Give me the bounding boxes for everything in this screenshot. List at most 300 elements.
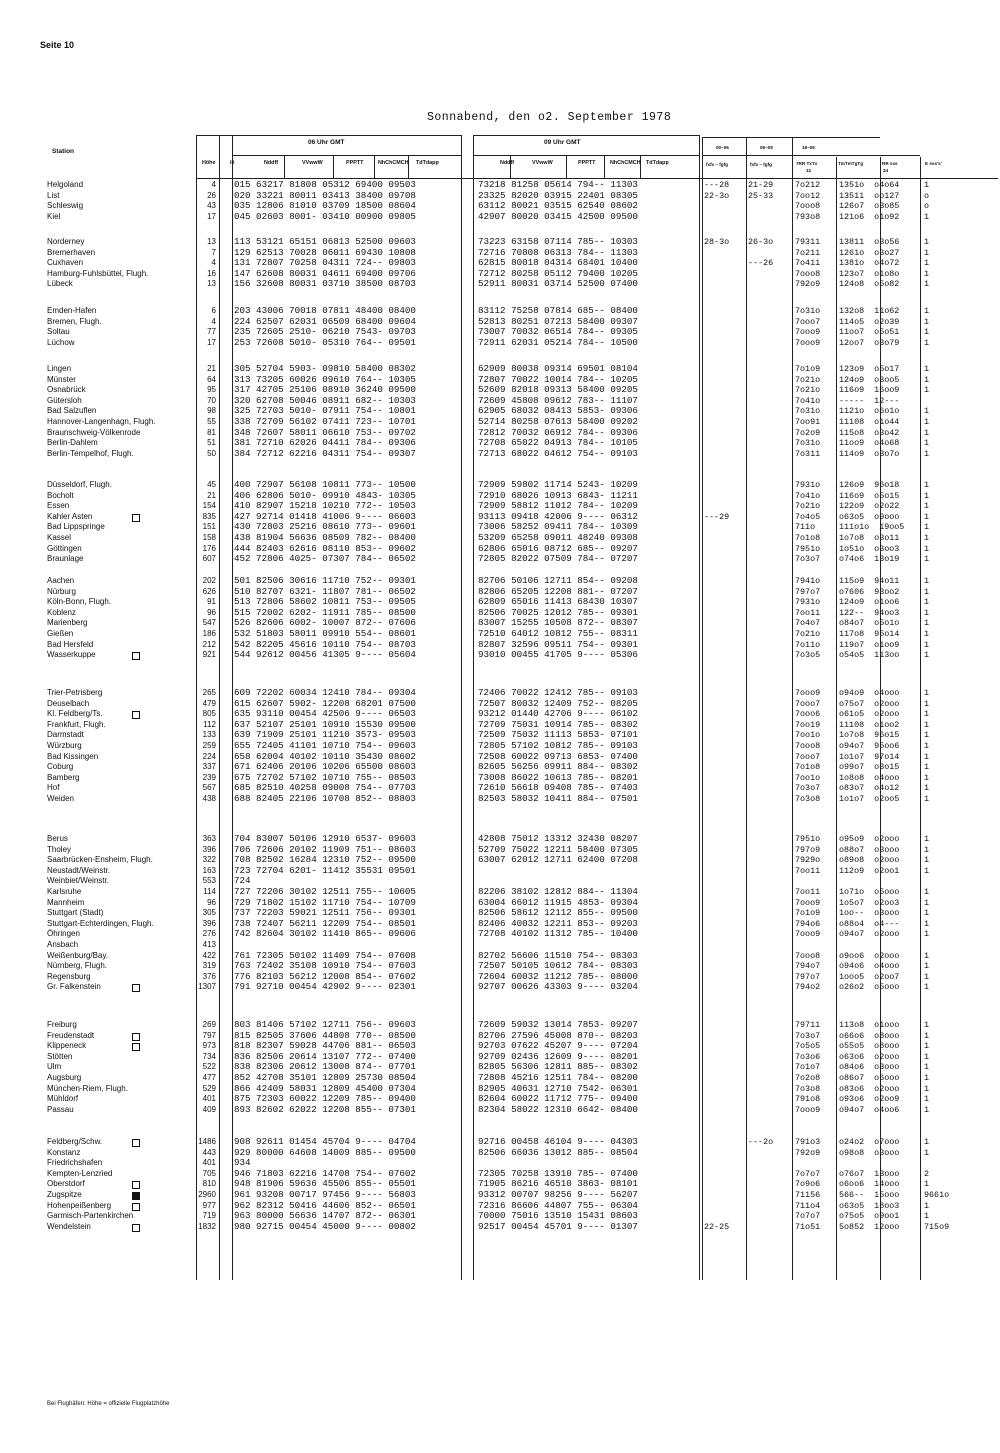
station-height: 151	[202, 522, 216, 532]
station-name: Kahler Asten	[47, 511, 93, 521]
temp-minmax: 11oo9 o4o68	[839, 438, 900, 449]
station-height: 835	[202, 511, 216, 521]
station-name: Koblenz	[47, 607, 76, 617]
rain-tx: 7o311	[795, 448, 821, 459]
rr-sss-header: RR sss	[882, 161, 898, 166]
gmt06-header: 06 Uhr GMT	[308, 139, 345, 146]
rain-tx: 7oo19	[795, 719, 821, 730]
station-height: 55	[207, 416, 216, 426]
ground-state: 1	[924, 709, 930, 720]
table-row	[0, 741, 1000, 752]
gust-0609: 25-33	[748, 190, 774, 201]
obs-06-gmt: 738 72407 56211 12209 754-- 08501	[234, 917, 416, 929]
grid-line	[510, 155, 511, 178]
rr-24-note: 24	[883, 168, 889, 173]
ground-state: 1	[924, 554, 930, 565]
station-height: 322	[202, 855, 216, 865]
obs-09-gmt: 62806 65016 08712 685-- 09207	[478, 542, 638, 554]
obs-09-gmt: 72509 75032 11113 5853- 07101	[478, 729, 638, 741]
obs-06-gmt: 815 82505 37606 44808 770-- 08500	[234, 1029, 416, 1041]
station-name: Freiburg	[47, 1020, 77, 1029]
obs-09-gmt: 52609 82018 09313 58400 09205	[478, 384, 638, 396]
obs-06-gmt: 836 82506 20614 13107 772-- 07400	[234, 1050, 416, 1062]
rain-tx: 7o1o9	[795, 364, 821, 374]
obs-09-gmt: 82406 40032 12211 853-- 09203	[478, 917, 638, 929]
ground-state: 1	[924, 886, 930, 897]
station-height: 529	[202, 1083, 216, 1093]
obs-06-gmt: 637 52107 25101 10910 15530 09500	[234, 718, 416, 730]
vvwww2-header: VVwwW	[532, 160, 553, 166]
table-row	[0, 279, 1000, 290]
station-height: 91	[207, 597, 216, 607]
rain-tx: 79311	[795, 237, 821, 247]
tdtdapp-header: TdTdapp	[416, 160, 439, 166]
station-name: Nürnberg, Flugh.	[47, 961, 108, 971]
station-name: Feldberg/Schw.	[47, 1137, 103, 1146]
station-height: 443	[202, 1147, 216, 1157]
grid-line	[284, 155, 285, 178]
station-height: 376	[202, 971, 216, 981]
ground-state: 1	[924, 929, 930, 940]
obs-09-gmt: 72716 70808 06313 784-- 11303	[478, 246, 638, 258]
temp-minmax: o63o5 o9ooo	[839, 511, 900, 522]
station-height: 734	[202, 1051, 216, 1061]
period-0609-header: 06–09	[760, 145, 773, 150]
ground-state: 1	[924, 834, 930, 844]
rain-tx: 7o3o8	[795, 1083, 821, 1094]
rain-tx: 7ooo9	[795, 1104, 821, 1115]
gust-0609: ---26	[748, 258, 774, 269]
obs-06-gmt: 688 82405 22106 10708 852-- 08803	[234, 792, 416, 804]
temp-minmax: o75o5 o9oo1	[839, 1211, 900, 1222]
tm-header: TmTmTgTg	[838, 161, 864, 166]
station-marker-icon	[132, 1192, 140, 1200]
ground-state: 1	[924, 1041, 930, 1052]
table-row	[0, 364, 1000, 375]
rain-tx: 7o21o	[795, 628, 821, 639]
ground-state: 1	[924, 772, 930, 783]
rain-tx: 79711	[795, 1020, 821, 1030]
ground-state: 1	[924, 180, 930, 190]
ground-state: o	[924, 190, 930, 201]
station-name: Braunlage	[47, 554, 84, 564]
obs-06-gmt: 948 81906 59636 45506 855-- 05501	[234, 1178, 416, 1190]
obs-06-gmt: 203 43006 70018 07811 48400 08400	[234, 305, 416, 316]
station-height: 2960	[198, 1189, 216, 1199]
obs-09-gmt: 72507 50105 10612 784-- 08303	[478, 960, 638, 972]
ground-state: 1	[924, 844, 930, 855]
station-name: Saarbrücken-Ensheim, Flugh.	[47, 855, 153, 865]
obs-09-gmt: 82706 27596 45008 870-- 08203	[478, 1029, 638, 1041]
station-height: 239	[202, 772, 216, 782]
station-height: 96	[207, 607, 216, 617]
station-height: 4	[211, 316, 216, 326]
table-row	[0, 794, 1000, 805]
station-height: 4	[211, 180, 216, 189]
station-height: 921	[202, 650, 216, 660]
rain-tx: 7941o	[795, 576, 821, 586]
obs-06-gmt: 723 72704 6201- 11412 35531 09501	[234, 864, 416, 876]
station-name: Nürburg	[47, 586, 76, 596]
temp-minmax: o61o5 o2ooo	[839, 709, 900, 720]
obs-06-gmt: 737 72203 59021 12511 756-- 09301	[234, 907, 416, 919]
ground-state: 1	[924, 751, 930, 762]
station-height: 567	[202, 783, 216, 793]
obs-06-gmt: 544 92612 00456 41305 9---- 05604	[234, 649, 416, 661]
station-height: 479	[202, 698, 216, 708]
obs-09-gmt: 72713 68022 04612 754-- 09103	[478, 447, 638, 459]
rain-tx: 7o1o8	[795, 532, 821, 543]
station-name: Kl. Feldberg/Ts.	[47, 709, 103, 719]
rain-tx: 711o	[795, 522, 816, 533]
station-name: Konstanz	[47, 1147, 81, 1157]
obs-09-gmt: 62815 80018 04314 68401 10400	[478, 257, 638, 269]
station-name: Weißenburg/Bay.	[47, 950, 109, 960]
rain-tx: 7o3o8	[795, 793, 821, 804]
obs-06-gmt: 129 62513 70028 06011 69430 10808	[234, 246, 416, 258]
station-height: 26	[207, 190, 216, 200]
ground-state: 1	[924, 279, 930, 290]
obs-09-gmt: 72709 75031 10914 785-- 08302	[478, 718, 638, 730]
station-name: Münster	[47, 374, 76, 384]
gust-1-header: fxfx – fgfg	[706, 162, 728, 167]
obs-06-gmt: 381 72710 62026 04411 784-- 09306	[234, 437, 416, 449]
station-height: 13	[207, 279, 216, 289]
station-height: 70	[207, 395, 216, 405]
obs-06-gmt: 706 72606 20102 11909 751-- 08603	[234, 843, 416, 855]
ground-state: 1	[924, 762, 930, 773]
station-name: Oberstdorf	[47, 1179, 85, 1189]
table-row	[0, 554, 1000, 565]
rain-tx: 7o1o7	[795, 1062, 821, 1073]
rain-tx: 792o9	[795, 279, 821, 290]
temp-minmax: o63o5 18oo3	[839, 1200, 900, 1211]
ground-state: 1	[924, 211, 930, 222]
station-height: 973	[202, 1041, 216, 1051]
station-name: Emden-Hafen	[47, 306, 97, 315]
obs-06-gmt: 852 42708 35101 12809 25730 08504	[234, 1071, 416, 1083]
station-name: Bocholt	[47, 490, 74, 500]
temp-minmax: 123o9 o5o17	[839, 364, 900, 374]
obs-06-gmt: 156 32608 80031 03710 38500 08703	[234, 278, 416, 290]
obs-09-gmt: 72808 45216 12511 784-- 08200	[478, 1071, 638, 1083]
temp-minmax: o24o2 o7ooo	[839, 1137, 900, 1147]
station-name: Wendelstein	[47, 1221, 91, 1231]
obs-09-gmt: 63004 66012 11915 4853- 09304	[478, 896, 638, 908]
obs-09-gmt: 72604 60032 11212 785-- 08000	[478, 970, 638, 982]
ground-state: 1	[924, 1179, 930, 1190]
station-name: Schleswig	[47, 201, 84, 211]
station-name: Bremerhaven	[47, 247, 96, 257]
rain-tx: 7ooo9	[795, 327, 821, 338]
temp-minmax: 126o7 o3o85	[839, 201, 900, 212]
obs-06-gmt: 348 72607 58011 06610 753-- 09702	[234, 426, 416, 438]
station-name: Würzburg	[47, 740, 82, 750]
ground-state: 1	[924, 719, 930, 730]
obs-06-gmt: 946 71803 62216 14708 754-- 07602	[234, 1167, 416, 1179]
station-name: Stuttgart (Stadt)	[47, 908, 104, 918]
rain-tx: 7o411	[795, 258, 821, 269]
station-name: Marienberg	[47, 618, 88, 628]
rain-tx: 7oo11	[795, 865, 821, 876]
rain-tx: 7o9o6	[795, 1179, 821, 1190]
rain-tx: 71o51	[795, 1221, 821, 1232]
station-height: 98	[207, 406, 216, 416]
obs-09-gmt: 72812 70032 06912 784-- 09306	[478, 426, 638, 438]
obs-09-gmt: 72510 64012 10812 755-- 08311	[478, 627, 638, 639]
period-0006-header: 00–06	[716, 145, 729, 150]
station-height: 114	[203, 886, 216, 896]
station-height: 363	[202, 834, 216, 843]
station-name: Hof	[47, 783, 60, 793]
ground-state: 1	[924, 908, 930, 919]
obs-09-gmt: 92517 00454 45701 9---- 01307	[478, 1220, 638, 1232]
station-height: 1307	[198, 982, 216, 992]
station-name: Wasserkuppe	[47, 650, 96, 660]
grid-line	[566, 155, 567, 178]
rain-tx: 7o31o	[795, 406, 821, 417]
station-marker-icon	[132, 1139, 140, 1147]
obs-09-gmt: 72406 70022 12412 785-- 09103	[478, 687, 638, 698]
obs-06-gmt: 934	[234, 1157, 251, 1169]
station-name: Norderney	[47, 237, 85, 246]
rain-tx: 7ooo8	[795, 740, 821, 751]
obs-09-gmt: 72305 70258 13910 785-- 07400	[478, 1167, 638, 1179]
rain-tx: 7o212	[795, 180, 821, 190]
obs-09-gmt: 42907 80020 03415 42500 09500	[478, 210, 638, 222]
station-group	[0, 576, 1000, 661]
station-marker-icon	[132, 514, 140, 522]
table-row	[0, 887, 1000, 898]
ground-state: 1	[924, 918, 930, 929]
obs-06-gmt: 742 82604 30102 11410 865-- 09606	[234, 928, 416, 940]
temp-minmax: o93o6 o2oo9	[839, 1094, 900, 1105]
obs-09-gmt: 83112 75258 07814 685-- 08400	[478, 305, 638, 316]
rain-tx: 7oo11	[795, 607, 821, 618]
station-name: Tholey	[47, 844, 72, 854]
ground-state: 1	[924, 1137, 930, 1147]
station-height: 133	[202, 730, 216, 740]
obs-09-gmt: 93113 09418 42006 9---- 06312	[478, 510, 638, 522]
ground-state: 1	[924, 522, 930, 533]
rain-tx: 7o3o5	[795, 650, 821, 661]
temp-minmax: o86o7 o6ooo	[839, 1072, 900, 1083]
obs-09-gmt: 93212 01440 42706 9---- 06102	[478, 708, 638, 720]
grid-line	[374, 155, 375, 178]
obs-09-gmt: 92707 00626 43303 9---- 03204	[478, 981, 638, 993]
ground-state: 9661o	[924, 1189, 950, 1200]
rain-tx: 7o21o	[795, 385, 821, 396]
station-name: Aachen	[47, 576, 75, 585]
obs-06-gmt: 729 71802 15102 11710 754-- 10709	[234, 896, 416, 908]
grid-line	[702, 155, 920, 156]
station-height: 64	[207, 374, 216, 384]
obs-09-gmt: 93010 00455 41705 9---- 05306	[478, 649, 638, 661]
obs-06-gmt: 724	[234, 875, 251, 887]
temp-minmax: o75o7 o2ooo	[839, 698, 900, 709]
report-date: Sonnabend, den o2. September 1978	[427, 111, 672, 124]
station-name: Mühldorf	[47, 1094, 79, 1104]
station-name: Weiden	[47, 793, 74, 803]
ground-state: 1	[924, 448, 930, 459]
obs-06-gmt: 317 42705 25106 08910 36240 09500	[234, 384, 416, 396]
obs-06-gmt: 015 63217 81808 05312 69400 09503	[234, 179, 416, 190]
rain-tx: 792o9	[795, 1147, 821, 1158]
obs-09-gmt: 72609 59032 13014 7853- 09207	[478, 1019, 638, 1030]
obs-09-gmt: 82506 58612 12112 855-- 09500	[478, 907, 638, 919]
ground-state: 1	[924, 950, 930, 961]
gust-0006: 22-25	[704, 1221, 730, 1232]
rain-tx: 794o6	[795, 918, 821, 929]
station-height: 607	[202, 554, 216, 564]
obs-09-gmt: 52709 75022 12211 58400 07305	[478, 843, 638, 855]
station-height: 4	[211, 258, 216, 268]
obs-06-gmt: 639 71909 25101 11210 3573- 09503	[234, 729, 416, 741]
rain-tx: 7o41o	[795, 490, 821, 501]
station-name: Frankfurt, Flugh.	[47, 719, 106, 729]
rain-tx: 797o9	[795, 844, 821, 855]
temp-minmax: 1o5o7 o2oo3	[839, 897, 900, 908]
ground-state: 1	[924, 576, 930, 586]
station-height: 6	[211, 306, 216, 315]
ground-state: 1	[924, 501, 930, 512]
station-name: Gießen	[47, 628, 74, 638]
temp-minmax: o94o7 o2ooo	[839, 929, 900, 940]
station-name: Kassel	[47, 532, 72, 542]
temp-minmax: 1o71o o5ooo	[839, 886, 900, 897]
station-name: Bremen, Flugh.	[47, 316, 102, 326]
temp-minmax: 566-- 15ooo	[839, 1189, 900, 1200]
temp-minmax: o7606 93oo2	[839, 586, 900, 597]
ground-state: 1	[924, 327, 930, 338]
obs-06-gmt: 338 72709 56102 07411 723-- 10701	[234, 415, 416, 427]
temp-minmax: 11oo7 o5o51	[839, 327, 900, 338]
temp-minmax: 1o51o o3oo3	[839, 543, 900, 554]
ground-state: 1	[924, 416, 930, 427]
temp-minmax: o83o6 o2ooo	[839, 1083, 900, 1094]
station-marker-icon	[132, 1043, 140, 1051]
rain-tx: 7ooo7	[795, 698, 821, 709]
station-group	[0, 480, 1000, 565]
obs-09-gmt: 73007 70032 06514 784-- 09305	[478, 326, 638, 338]
ground-state: 1	[924, 982, 930, 993]
obs-06-gmt: 513 72806 58602 10811 753-- 09505	[234, 596, 416, 608]
obs-06-gmt: 526 82606 6002- 10007 872-- 07606	[234, 617, 416, 629]
obs-06-gmt: 727 72206 30102 12511 755-- 10605	[234, 885, 416, 897]
station-height: 16	[207, 268, 216, 278]
rain-tx: 7o1o8	[795, 762, 821, 773]
ground-state: 1	[924, 306, 930, 316]
obs-09-gmt: 52813 80251 07213 58400 09307	[478, 315, 638, 327]
temp-minmax: o95o9 o2ooo	[839, 834, 900, 844]
rain-tx: 7o11o	[795, 639, 821, 650]
rain-tx: 7o5o5	[795, 1041, 821, 1052]
obs-09-gmt: 72708 40102 11312 785-- 10400	[478, 928, 638, 940]
station-name: Kempten-Lenzried	[47, 1168, 113, 1178]
ground-state: 1	[924, 258, 930, 269]
obs-09-gmt: 82604 60022 11712 775-- 09400	[478, 1093, 638, 1105]
obs-06-gmt: 452 72806 4025- 07307 784-- 06502	[234, 553, 416, 565]
station-height: 337	[202, 762, 216, 772]
ground-state: 1	[924, 385, 930, 396]
rr-12-note: 12	[806, 168, 812, 173]
station-height: 176	[202, 543, 216, 553]
ground-state: 1	[924, 543, 930, 554]
station-name: Weinbiet/Weinstr.	[47, 876, 109, 886]
ground-state: 1	[924, 364, 930, 374]
obs-06-gmt: 320 62708 50046 08911 682-- 10303	[234, 394, 416, 406]
obs-06-gmt: 818 82307 59028 44706 881-- 06503	[234, 1040, 416, 1052]
obs-06-gmt: 929 80000 64608 14009 885-- 09500	[234, 1146, 416, 1158]
temp-minmax: 1oo-- o3ooo	[839, 908, 900, 919]
station-name: Öhringen	[47, 929, 80, 939]
station-height: 1832	[198, 1221, 216, 1231]
station-height: 95	[207, 385, 216, 395]
station-name: Berus	[47, 834, 68, 843]
gust-0006: ---28	[704, 180, 730, 190]
obs-09-gmt: 92703 07622 45207 9---- 07204	[478, 1040, 638, 1052]
rain-tx: 794o7	[795, 961, 821, 972]
station-height: 259	[202, 740, 216, 750]
temp-minmax: 112o9 o2oo1	[839, 865, 900, 876]
obs-09-gmt: 52911 80031 03714 52500 07400	[478, 278, 638, 290]
rain-tx: 7o41o	[795, 395, 821, 406]
station-marker-icon	[132, 984, 140, 992]
table-row	[0, 629, 1000, 640]
ground-state: 1	[924, 865, 930, 876]
rain-tx: 793o8	[795, 211, 821, 222]
nddff-header: Nddff	[264, 160, 279, 166]
station-height: 186	[202, 628, 216, 638]
table-row	[0, 237, 1000, 248]
obs-09-gmt: 71905 86216 46510 3863- 08101	[478, 1178, 638, 1190]
ground-state: 1	[924, 406, 930, 417]
table-row	[0, 650, 1000, 661]
ground-state: 1	[924, 480, 930, 490]
station-name: Bad Salzuflen	[47, 406, 97, 416]
temp-minmax: 122-- 94oo3	[839, 607, 900, 618]
station-name: Freudenstadt	[47, 1030, 95, 1040]
ground-state: 1	[924, 337, 930, 348]
ground-state: 1	[924, 1083, 930, 1094]
station-name: Helgoland	[47, 180, 84, 189]
obs-06-gmt: 406 62806 5010- 09910 4843- 10305	[234, 489, 416, 501]
rain-tx: 7ooo8	[795, 268, 821, 279]
grid-line	[640, 155, 641, 178]
rain-tx: 7951o	[795, 834, 821, 844]
ground-state: 1	[924, 1062, 930, 1073]
rain-tx: 7o2o8	[795, 1072, 821, 1083]
temp-minmax: 1121o o6o1o	[839, 406, 900, 417]
obs-09-gmt: 72508 60022 09713 6853- 07400	[478, 750, 638, 762]
station-name: Mannheim	[47, 897, 85, 907]
obs-06-gmt: 532 51803 58011 09910 554-- 08601	[234, 627, 416, 639]
temp-minmax: ----- 12---	[839, 395, 900, 406]
station-marker-icon	[132, 1181, 140, 1189]
rain-tx: 7o3o7	[795, 554, 821, 565]
grid-line	[473, 155, 699, 156]
ground-state: 1	[924, 639, 930, 650]
obs-09-gmt: 53209 65258 09011 48240 09308	[478, 531, 638, 543]
obs-09-gmt: 70000 75016 13510 15431 08603	[478, 1210, 638, 1222]
temp-minmax: 132o8 11o62	[839, 306, 900, 316]
ground-state: 1	[924, 698, 930, 709]
obs-09-gmt: 73218 81258 05614 794-- 11303	[478, 179, 638, 190]
temp-minmax: 126o9 96o18	[839, 480, 900, 490]
obs-09-gmt: 23325 82020 03915 22401 08305	[478, 189, 638, 201]
rain-tx: 797o7	[795, 971, 821, 982]
station-height: 45	[207, 480, 216, 489]
